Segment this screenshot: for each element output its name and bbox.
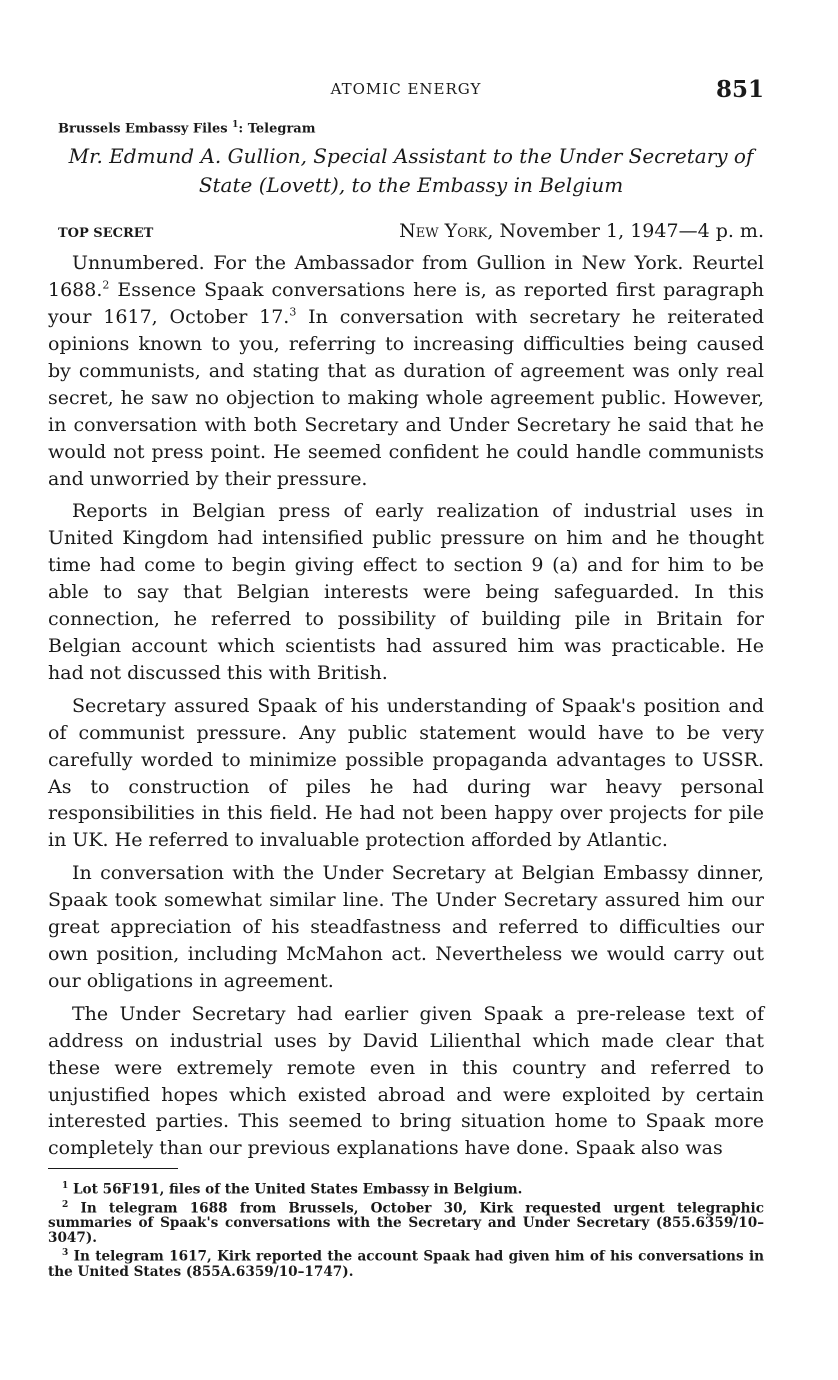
footnote-divider xyxy=(48,1168,178,1169)
body-paragraph: The Under Secretary had earlier given Spaak a pre-release text of address on industrial uses by David Lilienthal which made clear that these were extremely remote even in this country and referred to unjustified hopes which existed abroad and were exploited by certain interested parties. This seemed to bring situation home to Spaak more completely than our previous explanations have done. Spaak also was xyxy=(48,1002,764,1160)
footnote xyxy=(48,1179,764,1198)
page-number: 851 xyxy=(715,76,764,103)
footnotes xyxy=(48,1179,764,1280)
source-suffix: : Telegram xyxy=(238,121,316,137)
running-title: ATOMIC ENERGY xyxy=(330,80,482,98)
footnote-ref: 3 xyxy=(289,305,297,319)
place-name: New York xyxy=(399,220,488,243)
footnote-text: In telegram 1617, Kirk reported the account Spaak had given him of his conversations in the United States (855A.6359/10–1747). xyxy=(48,1248,764,1280)
document-heading: Mr. Edmund A. Gullion, Special Assistant to the Under Secretary of State (Lovett), to the Embassy in Belgium xyxy=(68,144,754,198)
document-page xyxy=(48,70,764,1280)
footnote-number: 3 xyxy=(62,1248,69,1259)
classification-label: TOP SECRET xyxy=(58,226,154,242)
body-paragraph: In conversation with the Under Secretary at Belgian Embassy dinner, Spaak took somewhat similar line. The Under Secretary assured him our great appreciation of his steadfastness and referred to difficulties our own position, including McMahon act. Nevertheless we would carry out our obligations in agreement. xyxy=(48,862,764,992)
footnote-ref: 1 xyxy=(232,120,239,130)
footnote-number: 2 xyxy=(62,1199,69,1210)
footnote-text: In telegram 1688 from Brussels, October 30, Kirk requested urgent telegraphic summaries of Spaak's conversations with the Secretary and Under Secretary (855.6359/10–3047). xyxy=(48,1200,764,1247)
footnote xyxy=(48,1198,764,1247)
source-line xyxy=(58,120,764,136)
body-paragraph xyxy=(48,250,764,492)
footnote-ref: 2 xyxy=(102,278,110,292)
date-value: , November 1, 1947—4 p. m. xyxy=(487,220,764,243)
footnote xyxy=(48,1246,764,1280)
footnote-number: 1 xyxy=(62,1181,69,1192)
body-paragraph: Reports in Belgian press of early realization of industrial uses in United Kingdom had intensified public pressure on him and he thought time had come to begin giving effect to section 9 (a) and for him to be able to say that Belgian interests were being safeguarded. In this connection, he referred to possibility of building pile in Britain for Belgian account which scientists had assured him was practicable. He had not discussed this with British. xyxy=(48,500,764,684)
body-paragraph: Secretary assured Spaak of his understanding of Spaak's position and of communist pressure. Any public statement would have to be very carefully worded to minimize possible propaganda advantages to USSR. As to construction of piles he had during war heavy personal responsibilities in this field. He had not been happy over projects for pile in UK. He referred to invaluable protection afforded by Atlantic. xyxy=(48,694,764,852)
source-label: Brussels Embassy Files xyxy=(58,121,228,137)
date-place xyxy=(399,220,764,242)
telegram-body xyxy=(48,250,764,1162)
running-header xyxy=(48,70,764,110)
dateline xyxy=(48,220,764,250)
paragraph-text: Essence Spaak conversations here is, as reported first paragraph your 1617, October 17. xyxy=(48,279,764,329)
footnote-text: Lot 56F191, files of the United States Embassy in Belgium. xyxy=(73,1181,523,1198)
paragraph-text: In conversation with secretary he reiterated opinions known to you, referring to increasing difficulties being caused by communists, and stating that as duration of agreement was only real secret, he saw no objection to making whole agreement public. However, in conversation with both Secretary and Under Secretary he said that he would not press point. He seemed confident he could handle communists and unworried by their pressure. xyxy=(48,306,764,490)
paragraph-text: Unnumbered. For the Ambassador from Gullion in New York. Reurtel 1688. xyxy=(48,252,764,302)
